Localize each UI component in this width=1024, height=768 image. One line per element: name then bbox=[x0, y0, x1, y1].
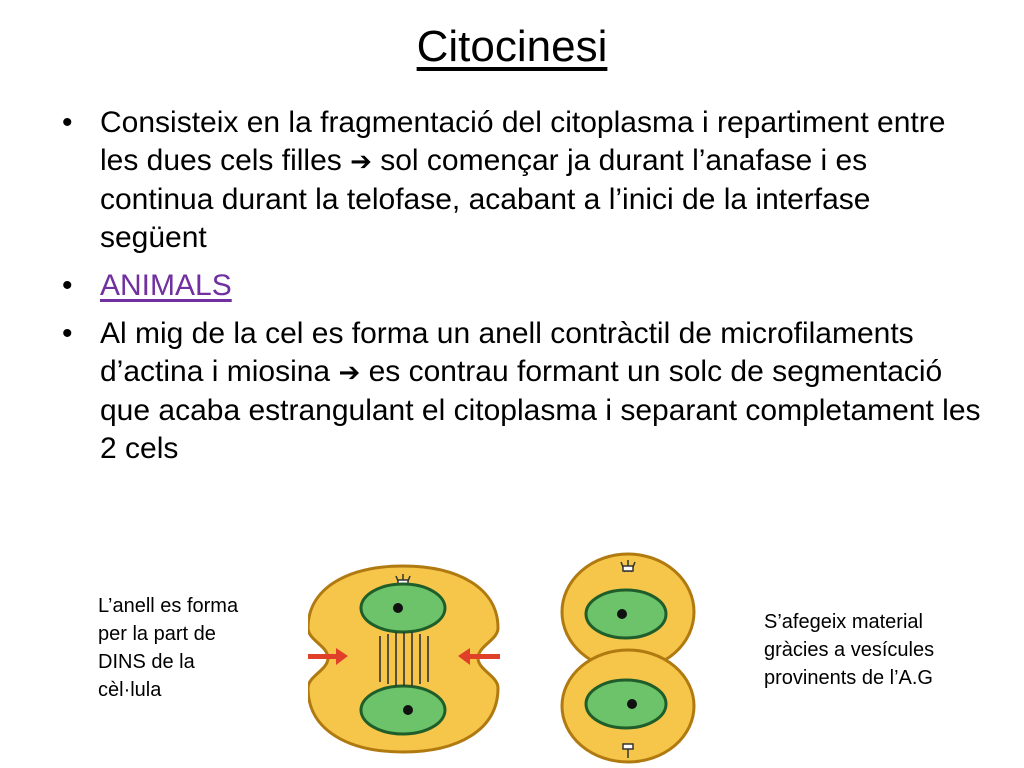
nucleolus-bottom bbox=[403, 705, 413, 715]
caption-right bbox=[764, 608, 1004, 692]
right-arrow-icon: ➔ bbox=[338, 358, 361, 388]
right-arrow-icon: ➔ bbox=[350, 147, 372, 177]
caption-left bbox=[98, 592, 298, 704]
daughter-cells bbox=[562, 554, 694, 762]
caption-left-line: L’anell es forma bbox=[98, 595, 239, 617]
bullet-animals bbox=[62, 267, 982, 305]
bullet-contractile-ring bbox=[62, 315, 982, 468]
caption-left-line: DINS de la bbox=[98, 651, 195, 673]
bullet-dot: • bbox=[62, 317, 73, 350]
bullet-text-pre: Consisteix en la fragmentació del citoplasma i repartiment entre les dues cels filles bbox=[100, 106, 946, 177]
animals-link[interactable]: ANIMALS bbox=[100, 269, 232, 302]
caption-left-line: cèl·lula bbox=[98, 679, 162, 701]
bullet-definition bbox=[62, 104, 982, 257]
slide-title: Citocinesi bbox=[416, 22, 608, 71]
bullet-list bbox=[62, 104, 982, 478]
nucleolus-daughter-top bbox=[617, 609, 627, 619]
bullet-text-pre: Al mig de la cel es forma un anell contràctil de microfilaments d’actina i miosina bbox=[100, 317, 914, 388]
bullet-dot: • bbox=[62, 269, 73, 302]
bullet-text-post: es contrau formant un solc de segmentació que acaba estrangulant el citoplasma i separant completament les 2 cels bbox=[100, 355, 981, 465]
caption-right-line: gràcies a vesícules bbox=[764, 639, 935, 661]
caption-left-line: per la part de bbox=[98, 623, 216, 645]
caption-right-line: provinents de l’A.G bbox=[764, 667, 933, 689]
bullet-text-post: sol començar ja durant l’anafase i es continua durant la telofase, acabant a l’inici de la interfase següent bbox=[100, 144, 871, 254]
bullet-dot: • bbox=[62, 106, 73, 139]
contractile-ring-fibers bbox=[380, 632, 428, 686]
caption-right-line: S’afegeix material bbox=[764, 611, 923, 633]
nucleolus-daughter-bottom bbox=[627, 699, 637, 709]
nucleus-daughter-bottom bbox=[586, 680, 666, 728]
dividing-cell bbox=[308, 566, 500, 752]
cytokinesis-illustration bbox=[308, 548, 728, 768]
nucleolus-top bbox=[393, 603, 403, 613]
